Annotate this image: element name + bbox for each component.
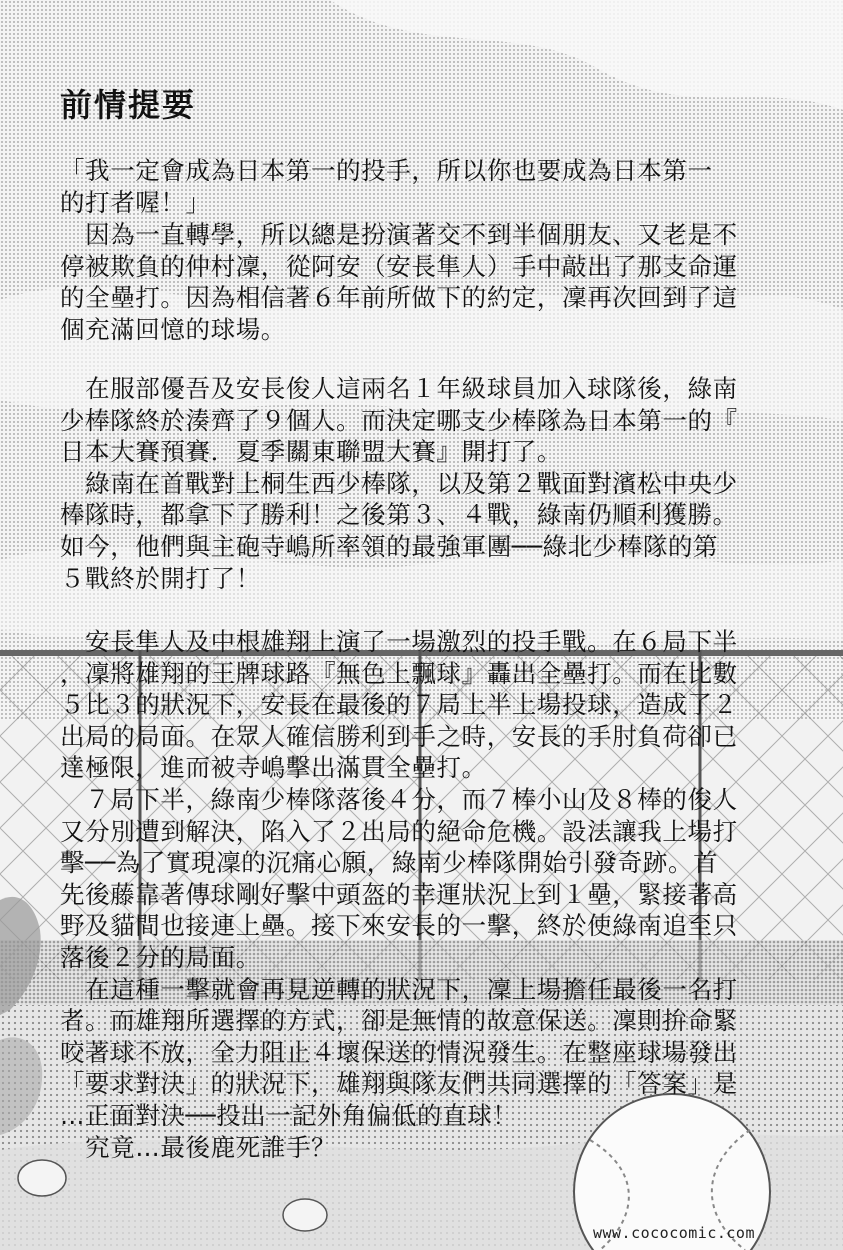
text-line: 野及貓間也接連上壘。接下來安長的一擊，終於使綠南追至只 [60,911,738,941]
text-line: ７局下半，綠南少棒隊落後４分，而７棒小山及８棒的俊人 [60,784,738,814]
text-line: 咬著球不放，全力阻止４壞保送的情況發生。在整座球場發出 [60,1037,738,1067]
text-line: 如今，他們與主砲寺嶋所率領的最強軍團──綠北少棒隊的第 [60,531,719,561]
text-line: ，凜將雄翔的王牌球路『無色上飄球』轟出全壘打。而在比數 [60,658,738,688]
text-line: 的打者喔！」 [60,187,211,217]
text-line: 落後２分的局面。 [60,942,261,972]
text-line: …正面對決──投出一記外角偏低的直球！ [60,1100,518,1130]
paragraph-1 [60,155,790,218]
text-line: ５比３的狀況下，安長在最後的７局上半上場投球，造成了２ [60,690,738,720]
text-line: 個充滿回憶的球場。 [60,314,286,344]
watermark-url: www.cococomic.com [592,1224,755,1242]
text-line: 達極限，進而被寺嶋擊出滿貫全壘打。 [60,753,487,783]
paragraph-4 [60,626,790,1163]
paragraph-3 [60,373,790,594]
text-line: 者。而雄翔所選擇的方式，卻是無情的故意保送。凜則拚命緊 [60,1006,738,1036]
page-title: 前情提要 [60,86,197,124]
text-line: 棒隊時，都拿下了勝利！之後第３、４戰，綠南仍順利獲勝。 [60,500,738,530]
text-line: 究竟…最後鹿死誰手？ [60,1132,337,1162]
text-line: 停被欺負的仲村凜，從阿安（安長隼人）手中敲出了那支命運 [60,251,738,281]
paragraph-2 [60,219,790,345]
text-line: 又分別遭到解決，陷入了２出局的絕命危機。設法讓我上場打 [60,816,738,846]
text-line: 出局的局面。在眾人確信勝利到手之時，安長的手肘負荷卻已 [60,721,738,751]
text-line: 綠南在首戰對上桐生西少棒隊，以及第２戰面對濱松中央少 [60,468,738,498]
text-line: 在服部優吾及安長俊人這兩名１年級球員加入球隊後，綠南 [60,374,738,403]
text-line: 日本大賽預賽．夏季關東聯盟大賽』開打了。 [60,437,562,467]
text-line: ５戰終於開打了！ [60,563,261,593]
text-line: 的全壘打。因為相信著６年前所做下的約定，凜再次回到了這 [60,283,738,313]
text-line: 擊──為了實現凜的沉痛心願，綠南少棒隊開始引發奇跡。首 [60,848,719,878]
text-line: 先後藤靠著傳球剛好擊中頭盔的幸運狀況上到１壘，緊接著高 [60,879,738,909]
text-line: 「我一定會成為日本第一的投手，所以你也要成為日本第一 [60,156,713,185]
text-line: 少棒隊終於湊齊了９個人。而決定哪支少棒隊為日本第一的『 [60,405,738,435]
text-line: 安長隼人及中根雄翔上演了一場激烈的投手戰。在６局下半 [60,627,738,656]
text-line: 「要求對決」的狀況下，雄翔與隊友們共同選擇的「答案」是 [60,1069,738,1099]
text-line: 在這種一擊就會再見逆轉的狀況下，凜上場擔任最後一名打 [60,974,738,1004]
text-line: 因為一直轉學，所以總是扮演著交不到半個朋友、又老是不 [60,220,738,249]
